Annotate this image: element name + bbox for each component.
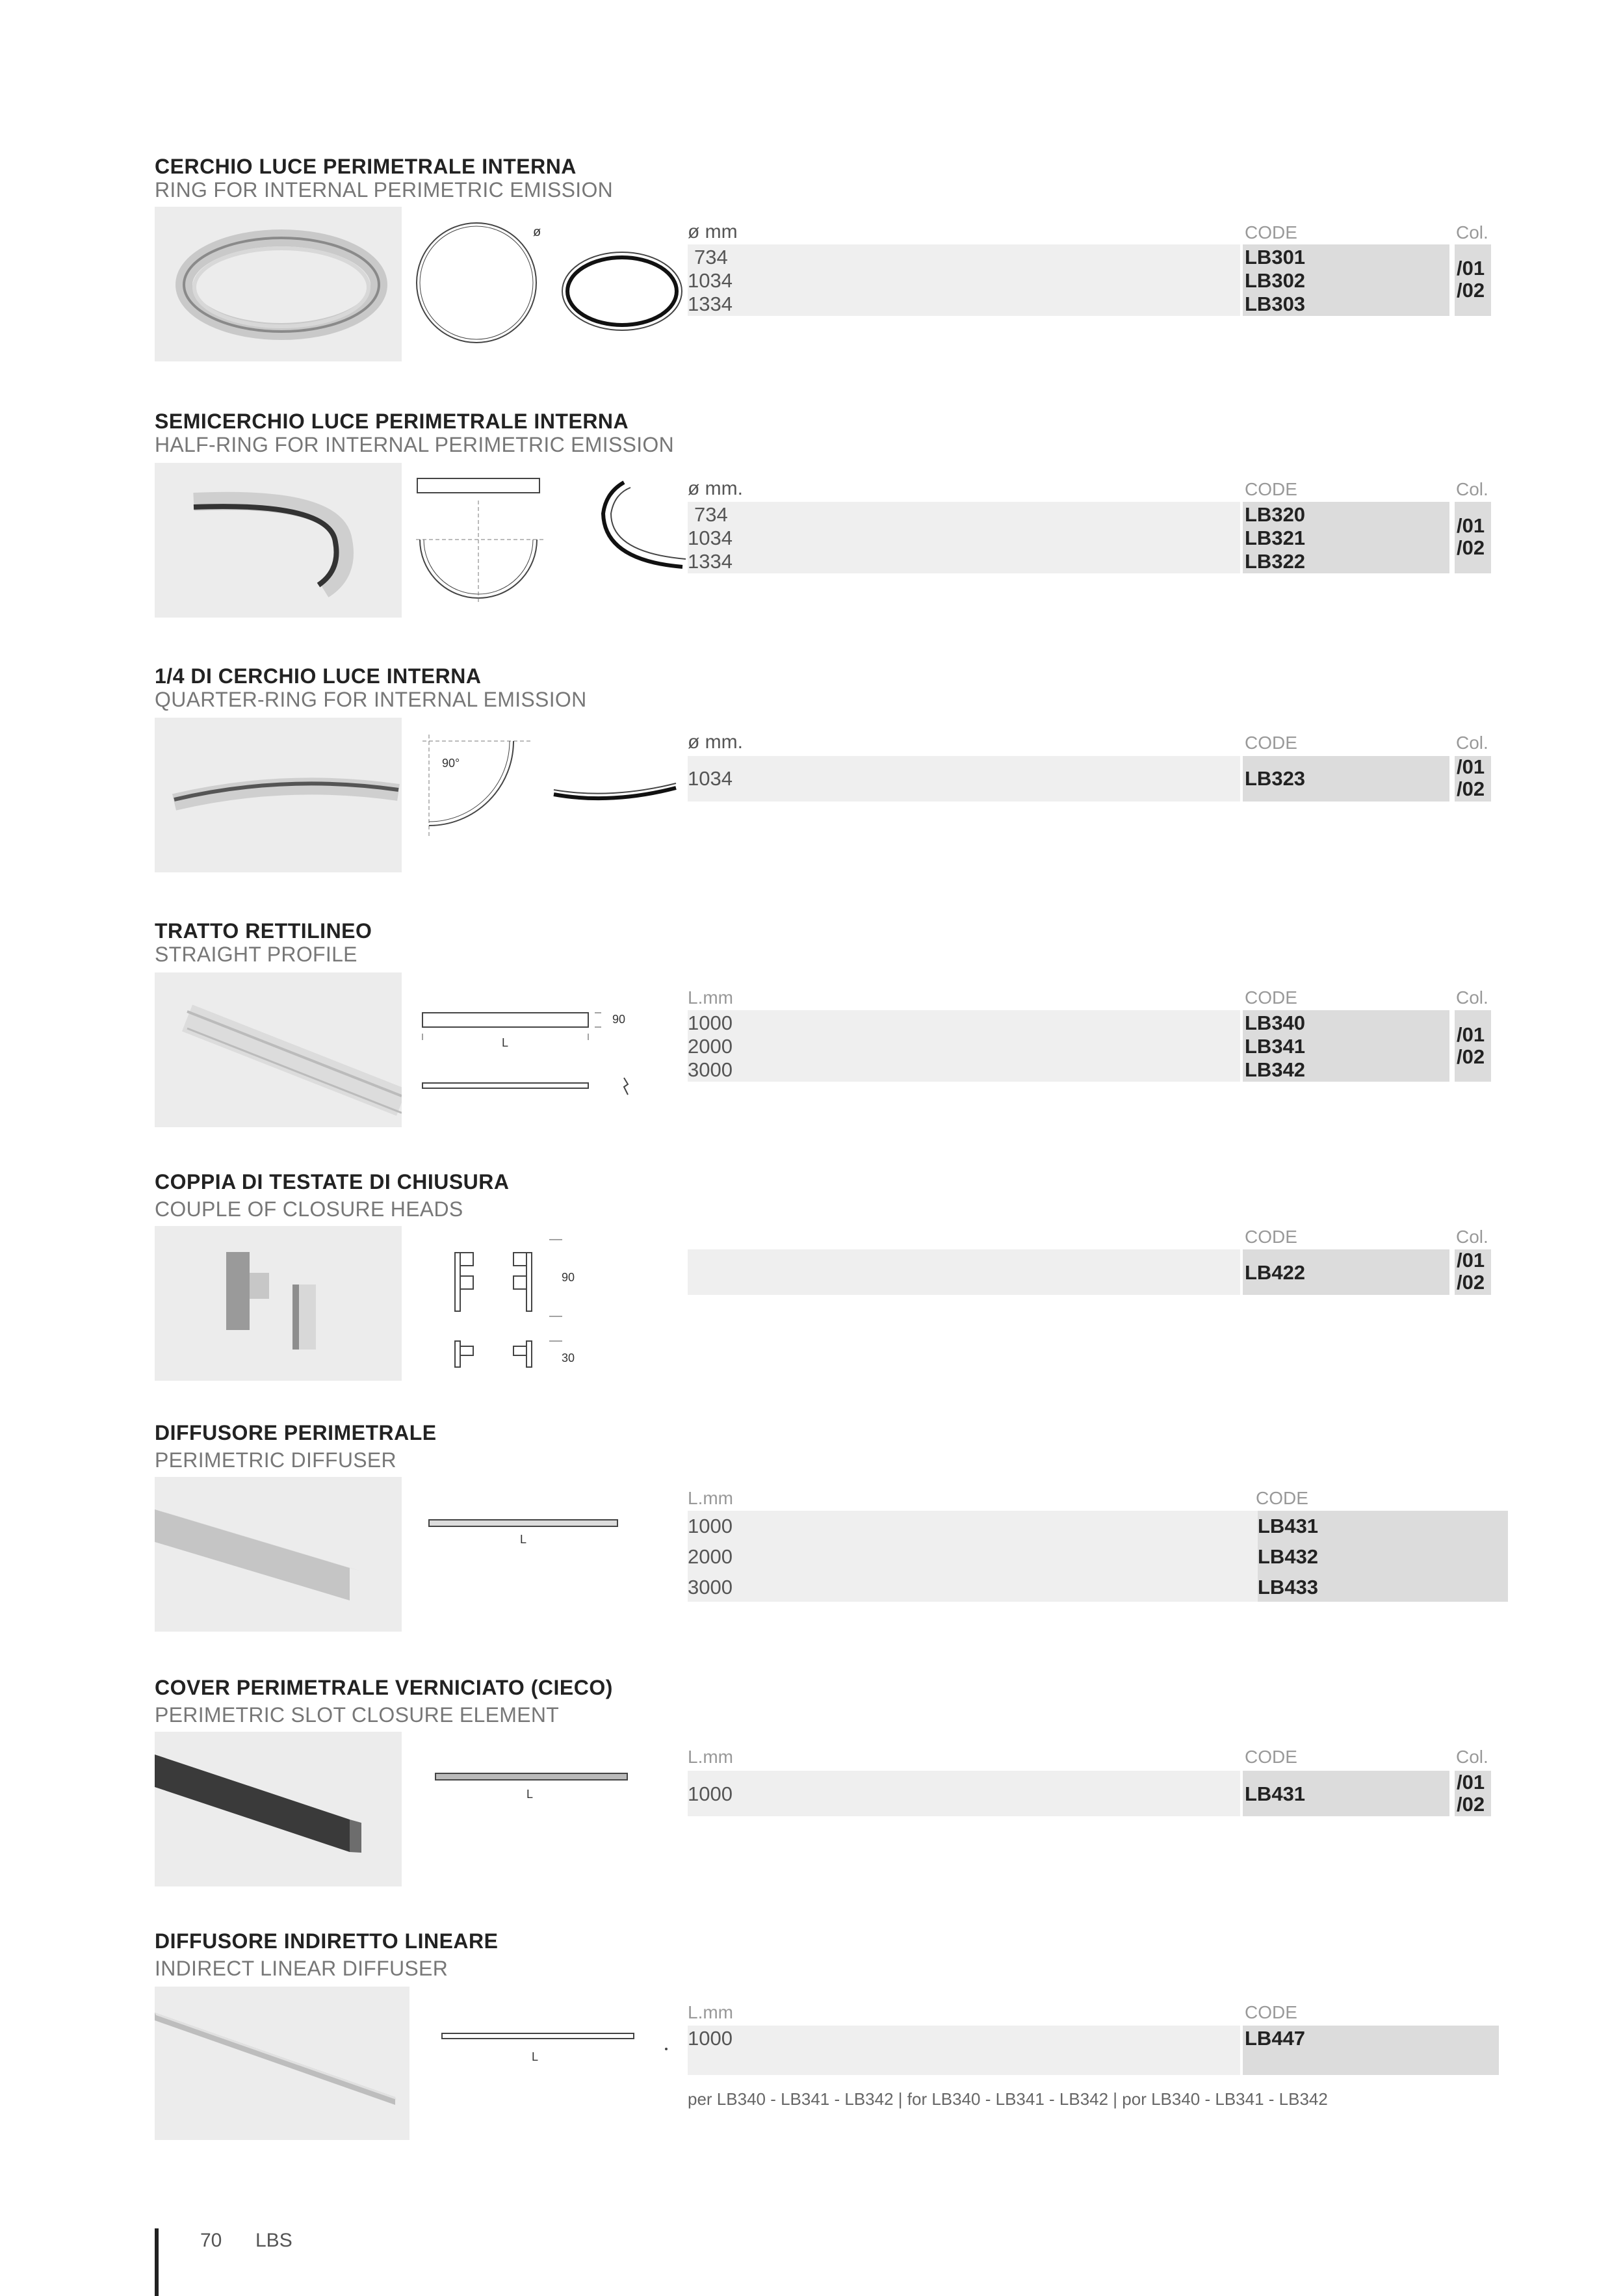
- section-title: DIFFUSORE INDIRETTO LINEARE: [155, 1929, 499, 1953]
- section-subtitle: RING FOR INTERNAL PERIMETRIC EMISSION: [155, 178, 614, 202]
- height-label: 90: [612, 1013, 626, 1026]
- product-code: LB301: [1245, 246, 1306, 268]
- section-subtitle: PERIMETRIC DIFFUSER: [155, 1448, 396, 1472]
- product-code: LB323: [1245, 767, 1306, 790]
- dim-value: 1334: [688, 550, 733, 573]
- length-label: L: [526, 1788, 534, 1801]
- product-photo: [155, 1226, 402, 1381]
- color-code: /01: [1457, 514, 1485, 537]
- page-number: 70: [200, 2230, 222, 2251]
- section-subtitle: STRAIGHT PROFILE: [155, 943, 357, 966]
- dim-header: ø mm: [688, 221, 738, 242]
- color-code: /02: [1457, 777, 1485, 800]
- code-header: CODE: [1245, 1227, 1297, 1247]
- dim-value: 3000: [688, 1058, 733, 1081]
- section-title: TRATTO RETTILINEO: [155, 919, 372, 943]
- product-code: LB303: [1245, 293, 1306, 315]
- color-code: /02: [1457, 1045, 1485, 1068]
- color-code: /01: [1457, 1771, 1485, 1794]
- product-code: LB422: [1245, 1261, 1306, 1284]
- color-code: /02: [1457, 1271, 1485, 1294]
- dim-value: 1034: [688, 269, 733, 292]
- color-code: /02: [1457, 1793, 1485, 1816]
- dim-value: 734: [694, 246, 728, 268]
- dim-value: 2000: [688, 1035, 733, 1058]
- col-header: Col.: [1456, 1227, 1488, 1247]
- straight-profile-drawing: [416, 1008, 689, 1105]
- product-code: LB322: [1245, 550, 1306, 573]
- product-code: LB321: [1245, 527, 1306, 549]
- code-header: CODE: [1245, 2002, 1297, 2022]
- color-code: /01: [1457, 257, 1485, 280]
- product-code: LB320: [1245, 503, 1306, 526]
- ring-drawing: [416, 221, 689, 351]
- section-title: SEMICERCHIO LUCE PERIMETRALE INTERNA: [155, 410, 629, 433]
- color-code: /01: [1457, 1249, 1485, 1272]
- code-header: CODE: [1245, 987, 1297, 1008]
- dim-value: 1000: [688, 1515, 733, 1537]
- section-subtitle: INDIRECT LINEAR DIFFUSER: [155, 1957, 448, 1980]
- dim-value: 1034: [688, 527, 733, 549]
- angle-label: 90°: [442, 757, 460, 770]
- code-header: CODE: [1245, 222, 1297, 242]
- product-photo: [155, 463, 402, 618]
- section-title: COVER PERIMETRALE VERNICIATO (CIECO): [155, 1676, 613, 1699]
- product-code: LB342: [1245, 1058, 1306, 1081]
- section-title: COPPIA DI TESTATE DI CHIUSURA: [155, 1170, 510, 1194]
- dim-value: 1000: [688, 1011, 733, 1034]
- product-code: LB447: [1245, 2027, 1306, 2050]
- section-subtitle: QUARTER-RING FOR INTERNAL EMISSION: [155, 688, 587, 711]
- code-header: CODE: [1245, 1747, 1297, 1767]
- product-code: LB302: [1245, 269, 1306, 292]
- slot-closure-drawing: [429, 1768, 637, 1814]
- section-title: DIFFUSORE PERIMETRALE: [155, 1421, 437, 1444]
- length-label: L: [532, 2050, 539, 2063]
- compatibility-note: per LB340 - LB341 - LB342 | for LB340 - LB341 - LB342 | por LB340 - LB341 - LB342: [688, 2089, 1328, 2109]
- quarter-ring-drawing: [416, 728, 689, 845]
- product-photo: [155, 1732, 402, 1886]
- color-code: /02: [1457, 279, 1485, 302]
- product-code: LB431: [1258, 1515, 1319, 1537]
- brand-name: LBS: [255, 2230, 292, 2251]
- dim-header: ø mm.: [688, 731, 743, 753]
- product-code: LB432: [1258, 1545, 1319, 1568]
- indirect-diffuser-drawing: [435, 2028, 682, 2074]
- product-code: LB433: [1258, 1576, 1319, 1598]
- dim-value: 1000: [688, 1782, 733, 1805]
- col-header: Col.: [1456, 733, 1488, 753]
- dim-header: L.mm: [688, 2002, 733, 2022]
- dim-value: 734: [694, 503, 728, 526]
- dim-value: 3000: [688, 1576, 733, 1598]
- col-header: Col.: [1456, 479, 1488, 499]
- dim-value: 2000: [688, 1545, 733, 1568]
- closure-heads-drawing: [442, 1238, 598, 1375]
- product-code: LB341: [1245, 1035, 1306, 1058]
- length-label: L: [520, 1533, 527, 1546]
- dim-value: 1334: [688, 293, 733, 315]
- code-header: CODE: [1245, 479, 1297, 499]
- code-header: CODE: [1256, 1488, 1308, 1508]
- product-code: LB431: [1245, 1782, 1306, 1805]
- product-code: LB340: [1245, 1011, 1306, 1034]
- color-code: /01: [1457, 1023, 1485, 1046]
- col-header: Col.: [1456, 1747, 1488, 1767]
- product-photo: [155, 972, 402, 1127]
- dim-value: 1034: [688, 767, 733, 790]
- footer-bar: [155, 2228, 159, 2296]
- depth-label: 30: [562, 1351, 575, 1364]
- color-code: /02: [1457, 536, 1485, 559]
- dim-header: L.mm: [688, 987, 733, 1008]
- product-photo: [155, 207, 402, 361]
- length-label: L: [502, 1036, 509, 1049]
- product-photo: [155, 1987, 409, 2140]
- color-code: /01: [1457, 755, 1485, 778]
- half-ring-drawing: [416, 475, 689, 611]
- dim-header: L.mm: [688, 1488, 733, 1508]
- diffuser-drawing: [422, 1515, 630, 1560]
- dim-header: L.mm: [688, 1747, 733, 1767]
- col-header: Col.: [1456, 222, 1488, 242]
- dim-value: 1000: [688, 2027, 733, 2050]
- product-photo: [155, 1477, 402, 1632]
- dim-header: ø mm.: [688, 478, 743, 499]
- section-subtitle: HALF-RING FOR INTERNAL PERIMETRIC EMISSION: [155, 433, 675, 456]
- height-label: 90: [562, 1271, 575, 1284]
- col-header: Col.: [1456, 987, 1488, 1008]
- diameter-label: ø: [533, 225, 541, 239]
- section-title: CERCHIO LUCE PERIMETRALE INTERNA: [155, 155, 577, 178]
- section-subtitle: COUPLE OF CLOSURE HEADS: [155, 1197, 463, 1221]
- section-title: 1/4 DI CERCHIO LUCE INTERNA: [155, 664, 482, 688]
- product-photo: [155, 718, 402, 872]
- code-header: CODE: [1245, 733, 1297, 753]
- section-subtitle: PERIMETRIC SLOT CLOSURE ELEMENT: [155, 1703, 560, 1727]
